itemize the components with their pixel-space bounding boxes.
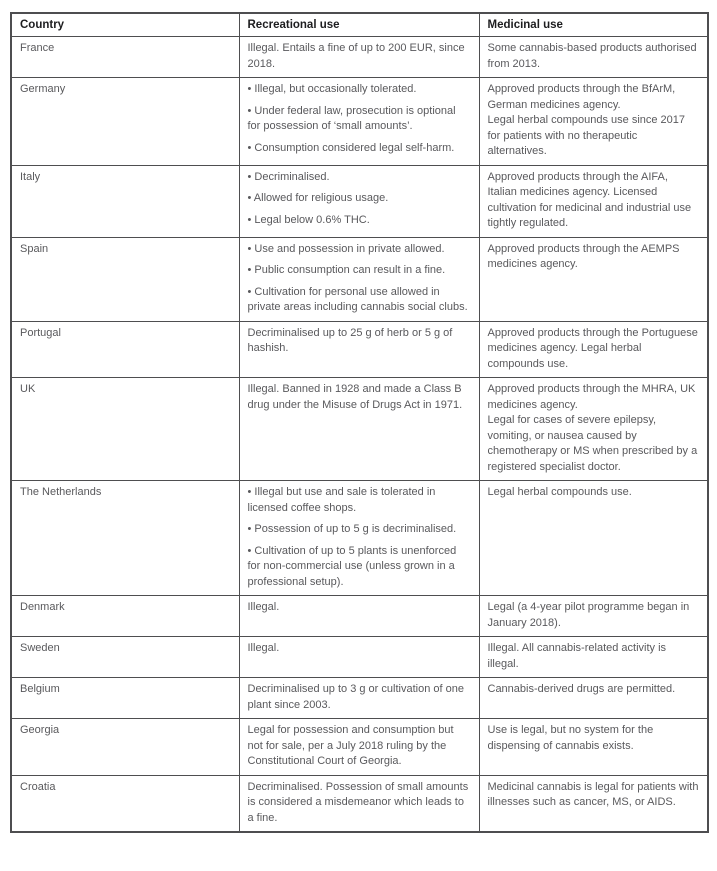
cell-paragraph: Illegal. All cannabis-related activity is illegal. bbox=[487, 642, 667, 670]
header-row bbox=[11, 13, 708, 37]
table-row bbox=[11, 596, 708, 637]
cell-paragraph: • Public consumption can result in a fine. bbox=[247, 264, 446, 276]
cell-paragraph: Legal herbal compounds use. bbox=[487, 486, 632, 498]
table-row bbox=[11, 78, 708, 166]
recreational-cell bbox=[239, 637, 479, 678]
cell-paragraph: Germany bbox=[20, 83, 66, 95]
cell-paragraph: Legal for possession and consumption but not for sale, per a July 2018 ruling by the Constitutional Court of Georgia. bbox=[247, 724, 454, 767]
recreational-cell bbox=[239, 321, 479, 378]
cell-paragraph: Illegal. Banned in 1928 and made a Class B drug under the Misuse of Drugs Act in 1971. bbox=[247, 383, 463, 411]
column-header-recreational-use: Recreational use bbox=[239, 13, 479, 37]
table-row bbox=[11, 719, 708, 776]
table-row bbox=[11, 237, 708, 321]
medicinal-cell bbox=[479, 378, 708, 481]
table-body bbox=[11, 37, 708, 833]
recreational-cell bbox=[239, 678, 479, 719]
medicinal-cell bbox=[479, 37, 708, 78]
cell-paragraph: Illegal. bbox=[247, 601, 280, 613]
cell-paragraph: Spain bbox=[20, 242, 49, 255]
country-cell bbox=[11, 78, 239, 166]
cell-paragraph: • Legal below 0.6% THC. bbox=[247, 213, 370, 226]
column-header-medicinal-use: Medicinal use bbox=[479, 13, 708, 37]
country-cell bbox=[11, 37, 239, 78]
recreational-cell bbox=[239, 378, 479, 481]
table-row bbox=[11, 378, 708, 481]
medicinal-cell bbox=[479, 596, 708, 637]
cell-paragraph: • Possession of up to 5 g is decriminalised. bbox=[247, 523, 457, 535]
cell-paragraph: Belgium bbox=[20, 683, 60, 695]
cell-paragraph: Medicinal cannabis is legal for patients with illnesses such as cancer, MS, or AIDS. bbox=[487, 780, 699, 808]
medicinal-cell bbox=[479, 165, 708, 237]
recreational-cell bbox=[239, 481, 479, 596]
recreational-cell bbox=[239, 719, 479, 776]
recreational-cell bbox=[239, 78, 479, 166]
country-cell bbox=[11, 637, 239, 678]
cell-paragraph: The Netherlands bbox=[20, 486, 102, 498]
recreational-cell bbox=[239, 596, 479, 637]
cell-paragraph: Approved products through the BfArM, German medicines agency. bbox=[487, 83, 676, 111]
recreational-cell bbox=[239, 775, 479, 832]
medicinal-cell bbox=[479, 775, 708, 832]
cell-paragraph: • Cultivation for personal use allowed in private areas including cannabis social clubs. bbox=[247, 285, 468, 313]
cell-paragraph: Decriminalised up to 25 g of herb or 5 g of hashish. bbox=[247, 326, 453, 354]
cell-paragraph: UK bbox=[20, 383, 36, 395]
cell-paragraph: • Use and possession in private allowed. bbox=[247, 242, 445, 255]
table-row bbox=[11, 637, 708, 678]
country-cell bbox=[11, 378, 239, 481]
country-cell bbox=[11, 596, 239, 637]
medicinal-cell bbox=[479, 678, 708, 719]
cell-paragraph: Illegal. Entails a fine of up to 200 EUR, since 2018. bbox=[247, 42, 465, 70]
medicinal-cell bbox=[479, 481, 708, 596]
medicinal-cell bbox=[479, 237, 708, 321]
cell-paragraph: Legal herbal compounds use since 2017 for patients with no therapeutic alternatives. bbox=[487, 114, 686, 157]
cell-paragraph: Some cannabis-based products authorised from 2013. bbox=[487, 42, 697, 70]
medicinal-cell bbox=[479, 719, 708, 776]
cell-paragraph: Decriminalised. Possession of small amounts is considered a misdemeanor which leads to a fine. bbox=[247, 780, 469, 824]
cell-paragraph: Approved products through the AIFA, Italian medicines agency. Licensed cultivation for medicinal and industrial use tightly regulated. bbox=[487, 170, 692, 229]
cell-paragraph: Georgia bbox=[20, 724, 60, 736]
cell-paragraph: Use is legal, but no system for the dispensing of cannabis exists. bbox=[487, 724, 654, 752]
table-row bbox=[11, 321, 708, 378]
recreational-cell bbox=[239, 165, 479, 237]
country-cell bbox=[11, 719, 239, 776]
medicinal-cell bbox=[479, 78, 708, 166]
cell-paragraph: Approved products through the MHRA, UK medicines agency. bbox=[487, 383, 696, 411]
table-row bbox=[11, 37, 708, 78]
recreational-cell bbox=[239, 237, 479, 321]
country-cell bbox=[11, 678, 239, 719]
cell-paragraph: Croatia bbox=[20, 780, 56, 793]
table-row bbox=[11, 165, 708, 237]
cell-paragraph: Legal for cases of severe epilepsy, vomiting, or nausea caused by chemotherapy or MS when prescribed by a registered specialist doctor. bbox=[487, 414, 698, 473]
country-cell bbox=[11, 775, 239, 832]
recreational-cell bbox=[239, 37, 479, 78]
cell-paragraph: • Illegal but use and sale is tolerated in licensed coffee shops. bbox=[247, 486, 436, 514]
medicinal-cell bbox=[479, 637, 708, 678]
cell-paragraph: • Allowed for religious usage. bbox=[247, 192, 389, 204]
country-cell bbox=[11, 237, 239, 321]
cell-paragraph: Denmark bbox=[20, 601, 65, 613]
cell-paragraph: Portugal bbox=[20, 326, 61, 339]
cell-paragraph: Decriminalised up to 3 g or cultivation of one plant since 2003. bbox=[247, 683, 464, 711]
country-cell bbox=[11, 321, 239, 378]
table-row bbox=[11, 678, 708, 719]
cannabis-law-table bbox=[10, 12, 709, 833]
column-header-country: Country bbox=[11, 13, 239, 37]
country-cell bbox=[11, 165, 239, 237]
cell-paragraph: • Decriminalised. bbox=[247, 170, 330, 183]
cell-paragraph: Illegal. bbox=[247, 642, 280, 654]
cell-paragraph: Cannabis-derived drugs are permitted. bbox=[487, 683, 676, 695]
cell-paragraph: Approved products through the Portuguese medicines agency. Legal herbal compounds use. bbox=[487, 326, 698, 370]
country-cell bbox=[11, 481, 239, 596]
cell-paragraph: Italy bbox=[20, 170, 41, 183]
cell-paragraph: • Illegal, but occasionally tolerated. bbox=[247, 83, 417, 95]
cell-paragraph: Approved products through the AEMPS medicines agency. bbox=[487, 242, 680, 270]
cell-paragraph: Legal (a 4-year pilot programme began in January 2018). bbox=[487, 601, 690, 629]
table-row bbox=[11, 775, 708, 832]
cell-paragraph: Sweden bbox=[20, 642, 60, 654]
cell-paragraph: • Cultivation of up to 5 plants is unenforced for non-commercial use (unless grown in a professional setup). bbox=[247, 544, 457, 588]
cell-paragraph: France bbox=[20, 42, 55, 54]
cell-paragraph: • Under federal law, prosecution is optional for possession of ‘small amounts’. bbox=[247, 104, 456, 132]
table-row bbox=[11, 481, 708, 596]
cell-paragraph: • Consumption considered legal self-harm. bbox=[247, 141, 455, 154]
medicinal-cell bbox=[479, 321, 708, 378]
